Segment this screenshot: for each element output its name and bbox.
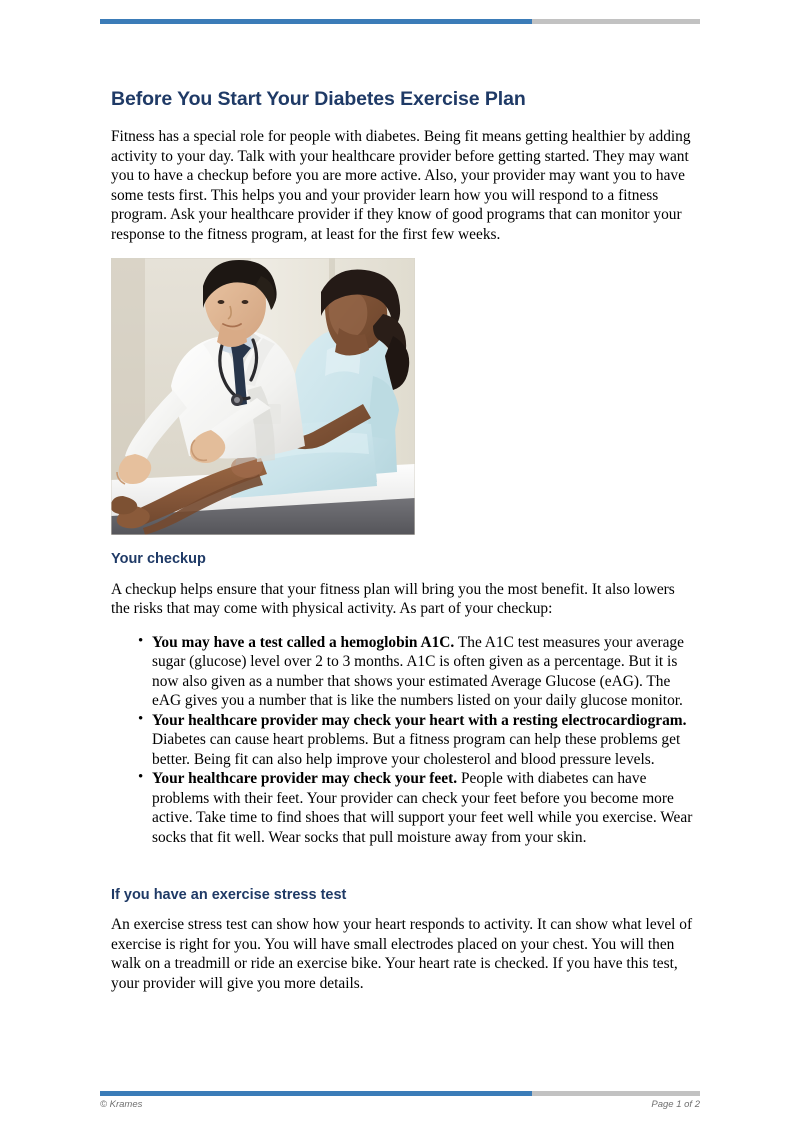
header-rule-blue-segment [100,19,532,24]
section-intro-stress-test: An exercise stress test can show how your heart responds to activity. It can show what level of exercise is right for you. You will have small electrodes placed on your chest. You will then walk on a treadmill or ride an exercise bike. Your heart rate is checked. If you have this test, your provider will give you more details. [111,916,693,992]
bullet-lead: You may have a test called a hemoglobin A1C. [152,633,455,651]
bullet-lead: Your healthcare provider may check your feet. [152,770,458,788]
bullet-body: The A1C test measures your average sugar (glucose) level over 2 to 3 months. A1C is often given as a percentage. But it is now also given as a number that shows your estimated Average Glucose (eAG). The eAG gives you a number that is like the numbers listed on your daily glucose monitor. [152,633,684,710]
copyright-notice: © Krames [100,1099,143,1110]
figure-container [111,258,695,535]
document-content [111,88,695,1007]
intro-paragraph: Fitness has a special role for people with diabetes. Being fit means getting healthier by adding activity to your day. Talk with your healthcare provider before getting started. They may want you to have a checkup before you are more active. Also, your provider may want you to have some tests first. This helps you and your provider learn how you will respond to a fitness program. Ask your healthcare provider if they know of good programs that can monitor your response to the fitness program, at least for the first few weeks. [111,128,691,243]
footer-rule-gray-segment [532,1091,700,1096]
list-item [152,711,695,769]
checkup-bullet-list [111,633,695,847]
list-item [152,633,695,711]
footer-rule-blue-segment [100,1091,532,1096]
bullet-body: People with diabetes can have problems with their feet. Your provider can check your feet before you become more active. Take time to find shoes that will support your feet well while you exercise. Wear socks that fit well. Wear socks that pull moisture away from your skin. [152,770,693,846]
header-rule-gray-segment [532,19,700,24]
page-title: Before You Start Your Diabetes Exercise Plan [111,88,526,110]
section-heading-stress-test: If you have an exercise stress test [111,886,347,903]
section-intro-your-checkup: A checkup helps ensure that your fitness plan will bring you the most benefit. It also lowers the risks that may come with physical activity. As part of your checkup: [111,580,675,618]
header-rule [100,19,700,24]
page-number: Page 1 of 2 [651,1099,700,1110]
list-item [152,769,695,847]
bullet-body: Diabetes can cause heart problems. But a fitness program can help these problems get better. Being fit can also help improve your cholesterol and blood pressure levels. [152,731,681,768]
footer-rule [100,1091,700,1096]
footer [100,1099,700,1110]
clinical-exam-photo [111,258,415,535]
section-spacer [111,855,695,887]
section-heading-your-checkup: Your checkup [111,551,206,568]
bullet-lead: Your healthcare provider may check your heart with a resting electrocardiogram. [152,711,687,729]
